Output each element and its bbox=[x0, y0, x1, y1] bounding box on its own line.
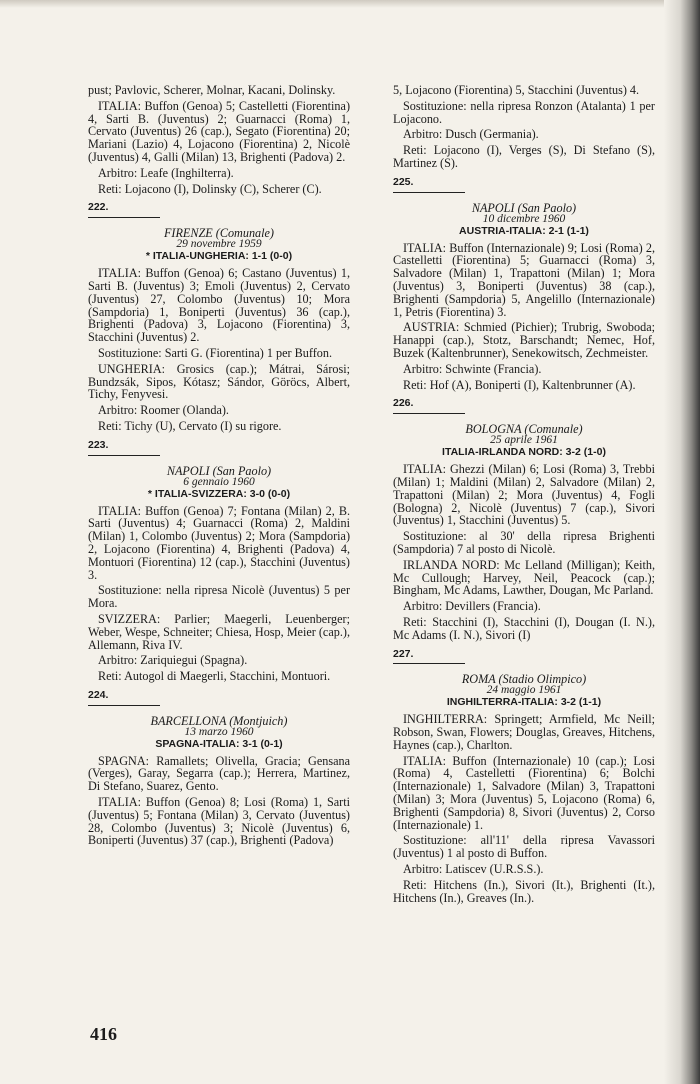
paragraph: 5, Lojacono (Fiorentina) 5, Stacchini (Juventus) 4. bbox=[393, 83, 640, 97]
match-venue: NAPOLI (San Paolo) bbox=[471, 200, 577, 215]
paragraph: Reti: Lojacono (I), Verges (S), Di Stefano (S), Martinez (S). bbox=[393, 143, 655, 170]
paragraph: Arbitro: Schwinte (Francia). bbox=[403, 361, 542, 376]
match-number: 225. bbox=[393, 176, 465, 193]
paragraph: Reti: Autogol di Maegerli, Stacchini, Montuori. bbox=[98, 669, 331, 684]
paragraph: Sostituzione: al 30' della ripresa Brighenti (Sampdoria) 7 al posto di Nicolè. bbox=[393, 529, 655, 556]
paragraph: Arbitro: Devillers (Francia). bbox=[403, 599, 541, 614]
book-spine-shadow bbox=[664, 0, 700, 1084]
paragraph: Arbitro: Dusch (Germania). bbox=[403, 127, 539, 142]
match-venue: BOLOGNA (Comunale) bbox=[465, 422, 583, 437]
match-date: 25 aprile 1961 bbox=[490, 434, 558, 447]
match-entry bbox=[88, 201, 350, 432]
paragraph: Arbitro: Zariquiegui (Spagna). bbox=[98, 653, 248, 668]
paragraph: ITALIA: Buffon (Genoa) 6; Castano (Juventus) 1, Sarti B. (Juventus) 3; Emoli (Juventus) 2, Cervato (Juventus) 27, Colombo (Juventus) 10; Mora (Sampdoria) 1, Boniperti (Juventus) 36 (cap.), Brighenti (Padova) 3, Lojacono (Fiorentina) 3, Stacchini (Juventus) 2. bbox=[88, 266, 350, 345]
paragraph: Sostituzione: Sarti G. (Fiorentina) 1 per Buffon. bbox=[98, 345, 333, 360]
match-date: 6 gennaio 1960 bbox=[183, 475, 255, 488]
match-date: 13 marzo 1960 bbox=[184, 725, 254, 738]
match-result: * ITALIA-UNGHERIA: 1-1 (0-0) bbox=[145, 250, 293, 263]
paragraph: Reti: Tichy (U), Cervato (I) su rigore. bbox=[98, 418, 282, 433]
match-date: 10 dicembre 1960 bbox=[482, 212, 566, 225]
match-date: 29 novembre 1959 bbox=[176, 238, 262, 251]
match-number: 224. bbox=[88, 689, 160, 706]
paragraph: INGHILTERRA: Springett; Armfield, Mc Neill; Robson, Swan, Flowers; Douglas, Greaves, Hitchens, Haynes (cap.), Charlton. bbox=[393, 712, 655, 752]
paragraph: SPAGNA: Ramallets; Olivella, Gracia; Gensana (Verges), Garay, Segarra (cap.); Herrera, Martinez, Di Stefano, Suarez, Gento. bbox=[88, 753, 350, 794]
match-date: 24 maggio 1961 bbox=[486, 684, 562, 697]
paragraph: IRLANDA NORD: Mc Lelland (Milligan); Keith, Mc Cullough; Harvey, Neil, Peacock (cap.); Bingham, Mc Adams, Lawther, Dougan, Mc Parland. bbox=[393, 557, 655, 598]
left-column bbox=[88, 84, 350, 850]
paragraph: ITALIA: Buffon (Internazionale) 10 (cap.); Losi (Roma) 4, Castelletti (Fiorentina) 6; Bolchi (Internazionale) 1, Salvadore (Milan) 3, Trapattoni (Milan) 3; Mora (Juventus) 5, Lojacono (Roma) 6, Brighenti (Sampdoria) 8, Sivori (Juventus) 2, Corso (Internazionale) 1. bbox=[393, 753, 655, 832]
match-number: 222. bbox=[88, 201, 160, 218]
paragraph: Sostituzione: nella ripresa Nicolè (Juventus) 5 per Mora. bbox=[88, 583, 350, 611]
match-entry bbox=[393, 648, 655, 905]
match-number: 226. bbox=[393, 397, 465, 414]
paragraph: Reti: Hitchens (In.), Sivori (It.), Brighenti (It.), Hitchens (In.), Greaves (In.). bbox=[393, 877, 655, 905]
paragraph: ITALIA: Buffon (Genoa) 8; Losi (Roma) 1, Sarti (Juventus) 5; Fontana (Milan) 3, Cervato (Juventus) 28, Colombo (Juventus) 3; Nicolè (Juventus) 6, Boniperti (Juventus) 37 (cap.), Brighenti (Padova) bbox=[88, 795, 350, 848]
match-result: SPAGNA-ITALIA: 3-1 (0-1) bbox=[155, 737, 283, 750]
paragraph: Reti: Stacchini (I), Stacchini (I), Dougan (I. N.), Mc Adams (I. N.), Sivori (I) bbox=[393, 614, 655, 642]
match-result: AUSTRIA-ITALIA: 2-1 (1-1) bbox=[459, 224, 589, 237]
match-venue: BARCELLONA (Montjuich) bbox=[150, 713, 288, 728]
match-entry bbox=[88, 439, 350, 683]
match-venue: NAPOLI (San Paolo) bbox=[166, 463, 272, 478]
paragraph: Arbitro: Latiscev (U.R.S.S.). bbox=[403, 862, 544, 877]
paragraph: Reti: Hof (A), Boniperti (I), Kaltenbrunner (A). bbox=[403, 377, 636, 392]
paragraph: SVIZZERA: Parlier; Maegerli, Leuenberger; Weber, Wespe, Schneiter; Chiesa, Hosp, Meier (cap.), Allemann, Riva IV. bbox=[88, 611, 350, 652]
match-entry bbox=[393, 176, 655, 392]
match-result: ITALIA-IRLANDA NORD: 3-2 (1-0) bbox=[442, 446, 606, 459]
paragraph: Reti: Lojacono (I), Dolinsky (C), Scherer (C). bbox=[98, 181, 322, 196]
page-top-edge bbox=[0, 0, 700, 8]
match-result: INGHILTERRA-ITALIA: 3-2 (1-1) bbox=[446, 696, 602, 709]
page-number: 416 bbox=[90, 1024, 117, 1044]
match-venue: ROMA (Stadio Olimpico) bbox=[461, 672, 587, 687]
paragraph: ITALIA: Buffon (Genoa) 7; Fontana (Milan) 2, B. Sarti (Juventus) 4; Guarnacci (Roma) 2, Maldini (Milan) 1, Colombo (Juventus) 2; Mora (Sampdoria) 2, Lojacono (Fiorentina) 4, Brighenti (Padova) 4, Montuori (Fiorentina) 12 (cap.), Stacchini (Juventus) 3. bbox=[88, 503, 350, 582]
paragraph: Arbitro: Roomer (Olanda). bbox=[98, 403, 229, 418]
paragraph: Arbitro: Leafe (Inghilterra). bbox=[98, 165, 234, 180]
match-entry bbox=[393, 397, 655, 641]
paragraph: AUSTRIA: Schmied (Pichier); Trubrig, Swoboda; Hanappi (cap.), Stotz, Barschandt; Nemec, Hof, Buzek (Kaltenbrunner), Senekowitsch, Zechmeister. bbox=[393, 320, 655, 360]
paragraph: Sostituzione: all'11' della ripresa Vavassori (Juventus) 1 al posto di Buffon. bbox=[393, 833, 655, 861]
paragraph: ITALIA: Buffon (Genoa) 5; Castelletti (Fiorentina) 4, Sarti B. (Juventus) 2; Guarnacci (Roma) 1, Cervato (Juventus) 26 (cap.), Segato (Fiorentina) 20; Mariani (Lazio) 4, Lojacono (Fiorentina) 2, Nicolè (Juventus) 4, Galli (Milan) 13, Brighenti (Padova) 2. bbox=[88, 98, 350, 164]
match-number: 227. bbox=[393, 648, 465, 665]
match-number: 223. bbox=[88, 439, 160, 456]
match-entry bbox=[88, 689, 350, 847]
match-venue: FIRENZE (Comunale) bbox=[163, 226, 274, 241]
paragraph: pust; Pavlovic, Scherer, Molnar, Kacani, Dolinsky. bbox=[88, 83, 336, 97]
paragraph: ITALIA: Ghezzi (Milan) 6; Losi (Roma) 3, Trebbi (Milan) 1; Maldini (Milan) 2, Salvadore (Milan) 2, Trapattoni (Milan) 2; Mora (Juventus) 4, Fogli (Bologna) 2, Nicolè (Juventus) 7 (cap.), Sivori (Juventus) 1, Stacchini (Juventus) 5. bbox=[393, 462, 655, 528]
paragraph: ITALIA: Buffon (Internazionale) 9; Losi (Roma) 2, Castelletti (Fiorentina) 5; Guarnacci (Roma) 3, Salvadore (Milan) 1, Trapattoni (Milan) 1; Mora (Juventus) 3, Boniperti (Juventus) 38 (cap.), Brighenti (Sampdoria) 5, Angelillo (Internazionale) 1, Petris (Fiorentina) 3. bbox=[393, 240, 655, 319]
right-column bbox=[393, 84, 655, 907]
paragraph: Sostituzione: nella ripresa Ronzon (Atalanta) 1 per Lojacono. bbox=[393, 98, 655, 126]
paragraph: UNGHERIA: Grosics (cap.); Mátrai, Sárosi; Bundzsák, Sipos, Kótasz; Sándor, Göröcs, Albert, Tichy, Fenyvesi. bbox=[88, 361, 350, 402]
match-result: * ITALIA-SVIZZERA: 3-0 (0-0) bbox=[147, 487, 291, 500]
